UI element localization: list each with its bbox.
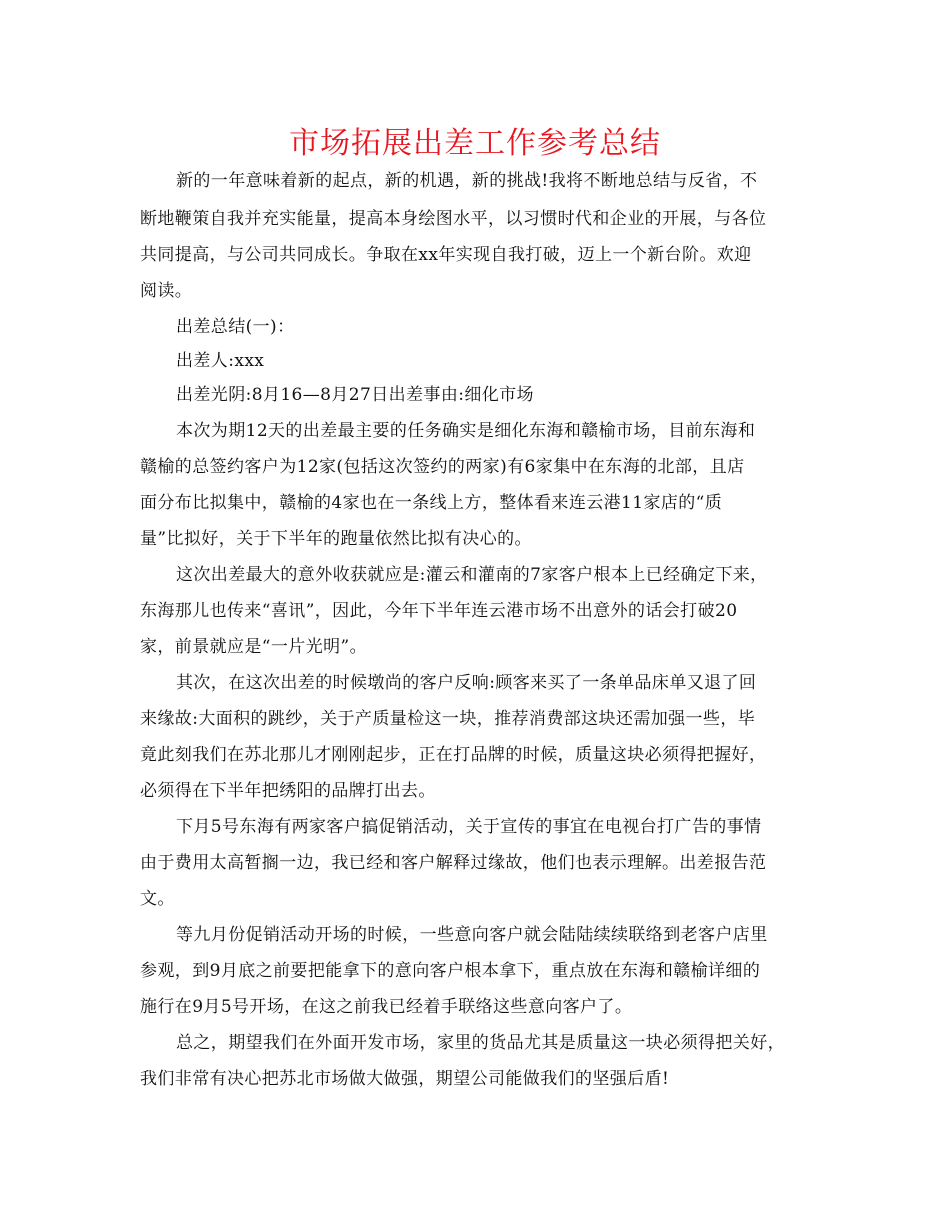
paragraph-line: 下月5号东海有两家客户搞促销活动，关于宣传的事宜在电视台打广告的事情 xyxy=(176,817,762,837)
paragraph-line: 必须得在下半年把绣阳的品牌打出去。 xyxy=(140,781,436,801)
paragraph-line: 等九月份促销活动开场的时候，一些意向客户就会陆陆续续联络到老客户店里 xyxy=(176,925,768,945)
paragraph-line: 参观，到9月底之前要把能拿下的意向客户根本拿下，重点放在东海和赣榆详细的 xyxy=(140,961,761,981)
paragraph-line: 我们非常有决心把苏北市场做大做强，期望公司能做我们的坚强后盾! xyxy=(140,1069,670,1089)
paragraph-line: 来缘故:大面积的跳纱，关于产质量检这一块，推荐消费部这块还需加强一些，毕 xyxy=(140,709,756,729)
paragraph-line: 家，前景就应是“一片光明”。 xyxy=(140,637,367,657)
traveler-line: 出差人:xxx xyxy=(176,351,265,371)
paragraph-line: 量”比拟好，关于下半年的跑量依然比拟有决心的。 xyxy=(140,529,532,549)
paragraph-line: 文。 xyxy=(140,889,175,909)
paragraph-line: 面分布比拟集中，赣榆的4家也在一条线上方，整体看来连云港11家店的“质 xyxy=(140,493,723,513)
paragraph-line: 其次，在这次出差的时候墩尚的客户反响:顾客来买了一条单品床单又退了回 xyxy=(176,673,757,693)
paragraph-line: 施行在9月5号开场，在这之前我已经着手联络这些意向客户了。 xyxy=(140,997,633,1017)
trip-dates-line: 出差光阴:8月16—8月27日出差事由:细化市场 xyxy=(176,385,534,405)
document-title: 市场拓展出差工作参考总结 xyxy=(289,126,661,161)
section-heading: 出差总结(一)： xyxy=(176,317,295,337)
paragraph-line: 赣榆的总签约客户为12家(包括这次签约的两家)有6家集中在东海的北部，且店 xyxy=(140,457,745,477)
paragraph-line: 由于费用太高暂搁一边，我已经和客户解释过缘故，他们也表示理解。出差报告范 xyxy=(140,853,767,873)
paragraph-line: 本次为期12天的出差最主要的任务确实是细化东海和赣榆市场，目前东海和 xyxy=(176,421,756,441)
paragraph-line: 阅读。 xyxy=(140,281,193,301)
paragraph-line: 这次出差最大的意外收获就应是:灌云和灌南的7家客户根本上已经确定下来， xyxy=(176,565,768,585)
paragraph-line: 断地鞭策自我并充实能量，提高本身绘图水平，以习惯时代和企业的开展，与各位 xyxy=(140,209,767,229)
paragraph-line: 共同提高，与公司共同成长。争取在xx年实现自我打破，迈上一个新台阶。欢迎 xyxy=(140,245,752,265)
paragraph-line: 竟此刻我们在苏北那儿才刚刚起步，正在打品牌的时候，质量这块必须得把握好， xyxy=(140,745,767,765)
paragraph-line: 东海那儿也传来“喜讯”，因此，今年下半年连云港市场不出意外的话会打破20 xyxy=(140,601,738,621)
paragraph-line: 总之，期望我们在外面开发市场，家里的货品尤其是质量这一块必须得把关好， xyxy=(176,1033,785,1053)
paragraph-line: 新的一年意味着新的起点，新的机遇，新的挑战!我将不断地总结与反省，不 xyxy=(176,171,758,191)
